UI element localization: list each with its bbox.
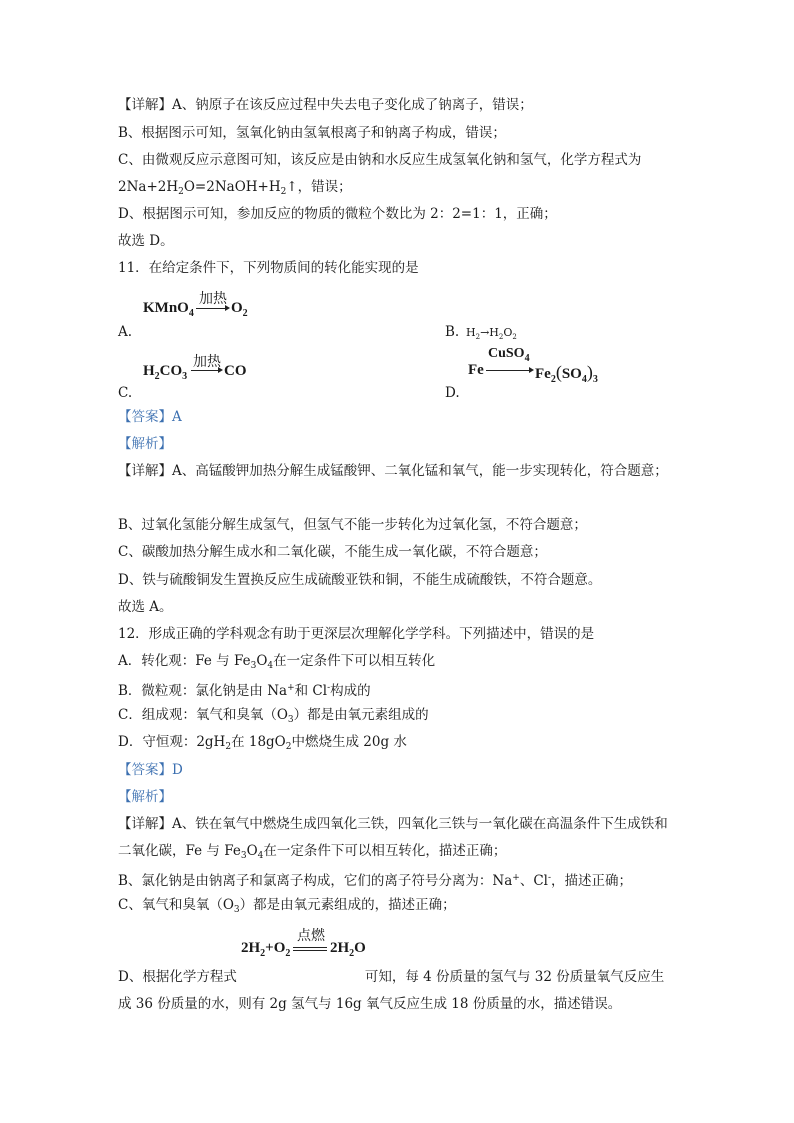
q11-d-reactant: Fe <box>468 362 484 378</box>
q12-equation-product: $2H_2O$ <box>330 940 366 959</box>
q11-c-label: C. <box>118 385 133 401</box>
q11-b-arrow-icon: → <box>480 326 490 339</box>
q11-b-formula: $H_2\to H_2O_2$ <box>466 326 517 341</box>
q10-conclusion: 故选 D。 <box>118 233 174 249</box>
q12-equation-condition: 点燃 <box>297 928 325 944</box>
q12-detail-a-line1: 【详解】A、铁在氧气中燃烧生成四氧化三铁，四氧化三铁与一氧化碳在高温条件下生成铁和 <box>118 816 668 832</box>
q11-a-product: $O_2$ <box>231 300 248 319</box>
q12-equation-bar-top <box>293 947 327 948</box>
q11-b-label: B. <box>445 324 460 340</box>
q11-a-label: A. <box>118 324 133 340</box>
q10-option-c-line1: C、由微观反应示意图可知，该反应是由钠和水反应生成氢氧化钠和氢气，化学方程式为 <box>118 152 642 168</box>
q11-d-arrowhead <box>529 367 534 373</box>
q12-detail-b: B、氯化钠是由钠离子和氯离子构成，它们的离子符号分离为：Na+、Cl-，描述正确； <box>118 873 633 889</box>
q11-d-label: D. <box>445 385 460 401</box>
q12-option-d: D．守恒观：$2gH_2$在 $18gO_2$中燃烧生成 20g 水 <box>118 734 407 752</box>
q12-detail-d-line2: 成 36 份质量的水，则有 2g 氢气与 16g 氧气反应生成 18 份质量的水，描述错误。 <box>118 996 622 1012</box>
q10-detail-a: 【详解】A、钠原子在该反应过程中失去电子变化成了钠离子，错误； <box>118 97 533 113</box>
q11-c-condition: 加热 <box>193 354 221 370</box>
q11-conclusion: 故选 A。 <box>118 599 173 615</box>
q12-option-a: A．转化观：Fe 与 $Fe_3O_4$在一定条件下可以相互转化 <box>118 653 436 671</box>
q11-a-reactant: KMnO$_4$ <box>143 300 194 319</box>
q11-d-product: $Fe_2(SO_4)_3$ <box>535 362 598 385</box>
q11-detail-a: 【详解】A、高锰酸钾加热分解生成锰酸钾、二氧化锰和氧气，能一步实现转化，符合题意； <box>118 463 668 479</box>
q12-answer: 【答案】D <box>118 762 183 778</box>
q11-detail-d: D、铁与硫酸铜发生置换反应生成硫酸亚铁和铜，不能生成硫酸铁，不符合题意。 <box>118 572 602 588</box>
q12-detail-c: C、氧气和臭氧$(O_3)$都是由氧元素组成的，描述正确； <box>118 897 456 915</box>
q11-a-arrowhead <box>225 305 230 311</box>
q12-stem: 12．形成正确的学科观念有助于更深层次理解化学学科。下列描述中，错误的是 <box>118 626 595 642</box>
q11-answer: 【答案】A <box>118 409 182 425</box>
q12-detail-a-line2: 二氧化碳，Fe 与 $Fe_3O_4$在一定条件下可以相互转化，描述正确； <box>118 843 507 861</box>
q11-c-reactant: $H_2CO_3$ <box>143 363 188 382</box>
q11-stem: 11．在给定条件下，下列物质间的转化能实现的是 <box>118 260 419 276</box>
q12-detail-d-line1: D、根据化学方程式 可知，每 4 份质量的氢气与 32 份质量氧气反应生 <box>118 969 665 985</box>
q12-option-c: C．组成观：氧气和臭氧$(O_3)$都是由氧元素组成的 <box>118 707 429 725</box>
q12-option-b: B．微粒观：氯化钠是由 Na+和 Cl-构成的 <box>118 683 371 699</box>
q11-d-condition: CuSO$_4$ <box>488 346 530 364</box>
q10-option-d: D、根据图示可知，参加反应的物质的微粒个数比为 2：2=1：1，正确； <box>118 206 557 222</box>
q10-option-c-equation: $2Na+2H_2O=2NaOH+H_2↑$，错误； <box>118 179 352 197</box>
q11-c-arrowhead <box>218 367 223 373</box>
q11-c-product: CO <box>224 363 247 379</box>
q11-a-condition: 加热 <box>199 291 227 307</box>
q11-c-arrow <box>191 370 219 371</box>
q11-detail-c: C、碳酸加热分解生成水和二氧化碳，不能生成一氧化碳，不符合题意； <box>118 544 547 560</box>
q12-analysis-label: 【解析】 <box>118 789 172 805</box>
q11-analysis-label: 【解析】 <box>118 436 172 452</box>
q11-d-arrow <box>486 370 530 371</box>
q10-option-b: B、根据图示可知，氢氧化钠由氢氧根离子和钠离子构成，错误； <box>118 125 506 141</box>
q11-a-arrow <box>196 308 226 309</box>
q12-equation-bar-bottom <box>293 950 327 951</box>
q11-detail-b: B、过氧化氢能分解生成氢气，但氢气不能一步转化为过氧化氢，不符合题意； <box>118 517 587 533</box>
q12-equation-reactants: $2H_2+O_2$ <box>241 940 291 959</box>
